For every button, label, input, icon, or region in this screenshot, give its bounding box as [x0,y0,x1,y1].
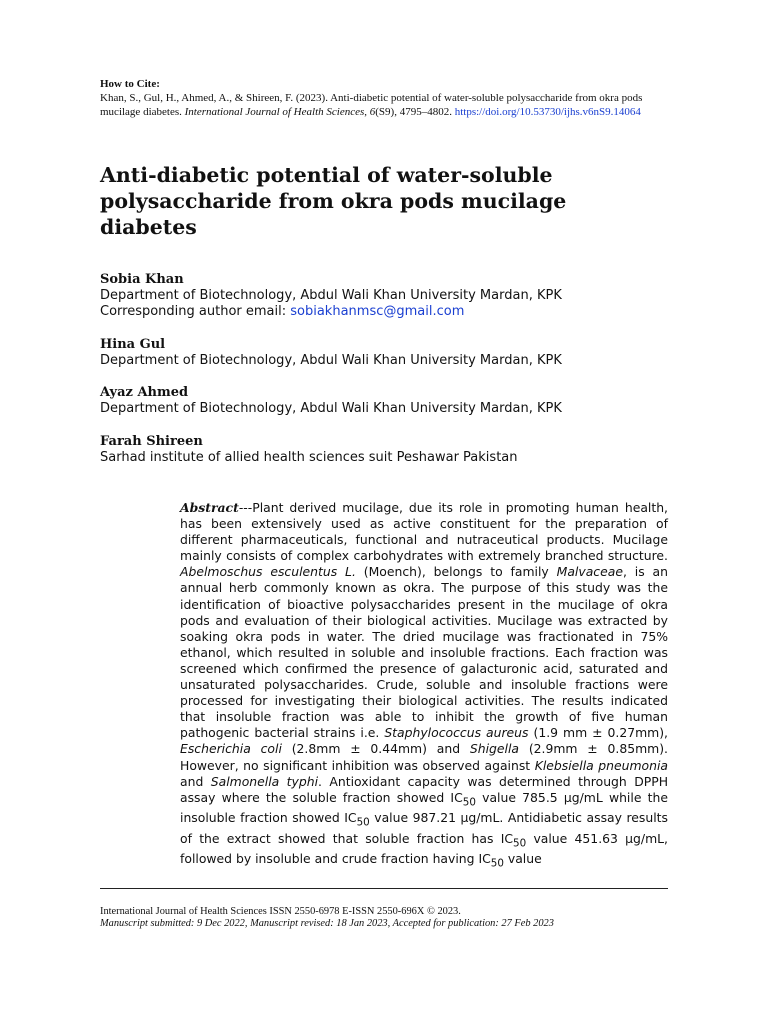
journal-issn-line: International Journal of Health Sciences ISSN 2550-6978 E-ISSN 2550-696X © 2023. [100,906,461,917]
author-name: Sobia Khan [100,272,184,287]
manuscript-dates: Manuscript submitted: 9 Dec 2022, Manuscript revised: 18 Jan 2023, Accepted for publication: 27 Feb 2023 [100,918,554,929]
author-block [100,337,660,369]
doi-link[interactable]: https://doi.org/10.53730/ijhs.v6nS9.14064 [454,106,641,118]
author-name: Farah Shireen [100,434,203,449]
page-footer [100,906,668,930]
citation-text: Khan, S., Gul, H., Ahmed, A., & Shireen, F. (2023). Anti-diabetic potential of water-soluble polysaccharide from okra pods mucilage diabetes. [100,92,643,118]
author-name: Ayaz Ahmed [100,385,189,400]
author-block [100,385,660,417]
citation-volume: 6 [369,106,376,118]
paper-title: Anti-diabetic potential of water-soluble polysaccharide from okra pods mucilage diabetes [100,163,567,239]
email-link[interactable]: sobiakhanmsc@gmail.com [290,304,465,319]
citation-journal: International Journal of Health Sciences [184,106,365,118]
author-affiliation: Department of Biotechnology, Abdul Wali Khan University Mardan, KPK [100,353,562,368]
citation-issue: (S9), 4795–4802. [375,106,455,118]
footer-divider [100,888,668,889]
corresponding-email-line: Corresponding author email: sobiakhanmsc@gmail.com [100,304,465,319]
author-block [100,272,660,320]
how-to-cite-label: How to Cite: [100,78,160,90]
author-affiliation: Department of Biotechnology, Abdul Wali Khan University Mardan, KPK [100,401,562,416]
how-to-cite: How to Cite: Khan, S., Gul, H., Ahmed, A., & Shireen, F. (2023). Anti-diabetic potential of water-soluble polysaccharide from okra pods mucilage diabetes. International Journal of Health Sciences, 6(S9), 4795–4802. https://doi.org/10.53730/ijhs.v6nS9.14064 [100,77,670,119]
author-name: Hina Gul [100,337,166,352]
author-affiliation: Department of Biotechnology, Abdul Wali Khan University Mardan, KPK [100,288,562,303]
abstract: Abstract---Plant derived mucilage, due its role in promoting human health, has been extensively used as active constituent for the preparation of different pharmaceuticals, functional and nutraceutical products. Mucilage mainly consists of complex carbohydrates with extremely branched structure. Abelmoschus esculentus L. (Moench), belongs to family Malvaceae, is an annual herb commonly known as okra. The purpose of this study was the identification of bioactive polysaccharides present in the mucilage of okra pods and evaluation of their biological activities. Mucilage was extracted by soaking okra pods in water. The dried mucilage was fractionated in 75% ethanol, which resulted in soluble and insoluble fractions. Each fraction was screened which confirmed the presence of galacturonic acid, saturated and unsaturated polysaccharides. Crude, soluble and insoluble fractions were processed for investigating their biological activities. The results indicated that insoluble fraction was able to inhibit the growth of five human pathogenic bacterial strains i.e. Staphylococcus aureus (1.9 mm ± 0.27mm), Escherichia coli (2.8mm ± 0.44mm) and Shigella (2.9mm ± 0.85mm). However, no significant inhibition was observed against Klebsiella pneumonia and Salmonella typhi. Antioxidant capacity was determined through DPPH assay where the soluble fraction showed $IC_{50}$ value 785.5 µg/mL while the insoluble fraction showed $IC_{50}$ value 987.21 µg/mL. Antidiabetic assay results of the extract showed that soluble fraction has $IC_{50}$ value 451.63 µg/mL, followed by insoluble and crude fraction having $IC_{50}$ value [180,500,669,870]
abstract-heading: Abstract [180,500,239,515]
author-affiliation: Sarhad institute of allied health sciences suit Peshawar Pakistan [100,450,518,465]
author-block [100,434,660,466]
